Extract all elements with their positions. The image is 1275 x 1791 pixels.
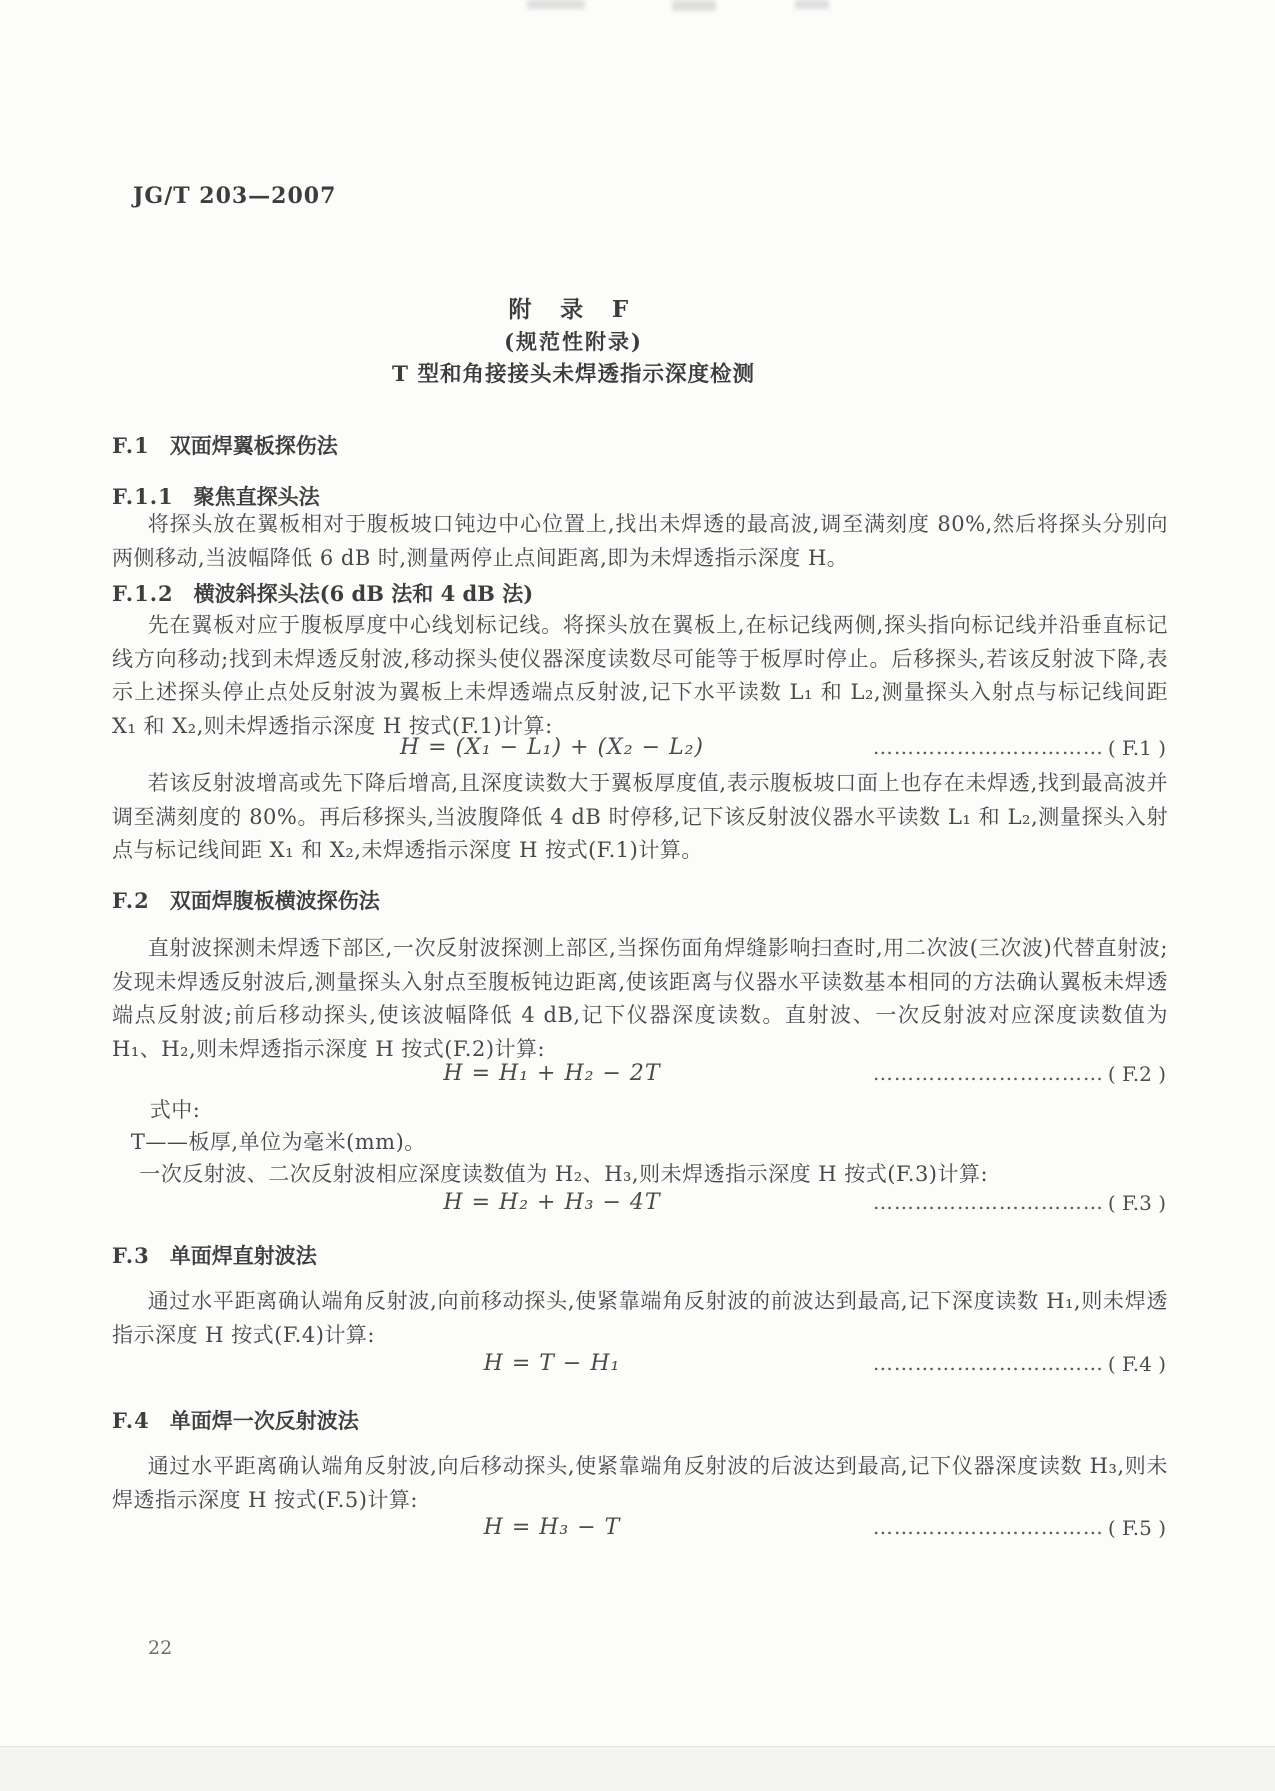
standard-code-header: JG/T 203—2007 bbox=[133, 183, 337, 209]
where-label: 式中: bbox=[149, 1098, 201, 1122]
section-title: 双面焊翼板探伤法 bbox=[169, 433, 338, 458]
dot-leader: …………………………… bbox=[872, 1061, 1104, 1085]
paragraph-f2: 直射波探测未焊透下部区,一次反射波探测上部区,当探伤面角焊缝影响扫查时,用二次波(三次波)代替直射波;发现未焊透反射波后,测量探头入射点至腹板钝边距离,使该距离与仪器水平读数基本相同的方法确认翼板未焊透端点反射波;前后移动探头,使该波幅降低 4 dB,记下仪器深度读数。直射波、一次反射波对应深度读数值为 H₁、H₂,则未焊透指示深度 H 按式(F.2)计算: bbox=[112, 936, 1168, 1061]
paragraph-f2b: 一次反射波、二次反射波相应深度读数值为 H₂、H₃,则未焊透指示深度 H 按式(F.3)计算: bbox=[139, 1162, 989, 1186]
paragraph-f1-2a: 先在翼板对应于腹板厚度中心线划标记线。将探头放在翼板上,在标记线两侧,探头指向标记线并沿垂直标记线方向移动;找到未焊透反射波,移动探头使仪器深度读数尽可能等于板厚时停止。后移探头,若该反射波下降,表示上述探头停止点处反射波为翼板上未焊透端点反射波,记下水平读数 L₁ 和 L₂,测量探头入射点与标记线间距 X₁ 和 X₂,则未焊透指示深度 H 按式(F.1)计算: bbox=[112, 613, 1168, 738]
appendix-title: 附 录 F bbox=[508, 296, 639, 323]
dot-leader: …………………………… bbox=[872, 1190, 1104, 1214]
paragraph-f4: 通过水平距离确认端角反射波,向后移动探头,使紧靠端角反射波的后波达到最高,记下仪器深度读数 H₃,则未焊透指示深度 H 按式(F.5)计算: bbox=[112, 1454, 1168, 1512]
formula-expression: H = (X₁ − L₁) + (X₂ − L₂) bbox=[399, 735, 705, 760]
section-heading-f4 bbox=[112, 1405, 1168, 1435]
formula-reference bbox=[873, 1351, 1166, 1377]
formula-number: ( F.1 ) bbox=[1107, 736, 1166, 760]
formula-expression: H = H₃ − T bbox=[483, 1515, 621, 1540]
formula-expression: H = H₂ + H₃ − 4T bbox=[443, 1190, 661, 1215]
section-number: F.4 bbox=[112, 1408, 150, 1433]
formula-f4 bbox=[112, 1351, 1168, 1385]
section-title: 单面焊一次反射波法 bbox=[169, 1408, 359, 1433]
formula-f2 bbox=[112, 1061, 1168, 1095]
formula-reference bbox=[873, 1515, 1166, 1541]
appendix-subject-title: T 型和角接接头未焊透指示深度检测 bbox=[392, 362, 755, 387]
section-number: F.1.2 bbox=[112, 581, 174, 606]
section-heading-f1-1 bbox=[112, 481, 1168, 511]
section-title: 聚焦直探头法 bbox=[193, 484, 320, 509]
section-number: F.1.1 bbox=[112, 484, 174, 509]
section-title: 双面焊腹板横波探伤法 bbox=[169, 888, 380, 913]
scan-bottom-edge bbox=[0, 1746, 1275, 1791]
paragraph-f1-1: 将探头放在翼板相对于腹板坡口钝边中心位置上,找出未焊透的最高波,调至满刻度 80%,然后将探头分别向两侧移动,当波幅降低 6 dB 时,测量两停止点间距离,即为未焊透指示深度 H。 bbox=[112, 512, 1168, 570]
formula-number: ( F.3 ) bbox=[1107, 1191, 1166, 1215]
formula-reference bbox=[873, 1061, 1166, 1087]
dot-leader: …………………………… bbox=[872, 1515, 1104, 1539]
paragraph-f3: 通过水平距离确认端角反射波,向前移动探头,使紧靠端角反射波的前波达到最高,记下深度读数 H₁,则未焊透指示深度 H 按式(F.4)计算: bbox=[112, 1289, 1168, 1347]
formula-reference bbox=[873, 735, 1166, 761]
section-heading-f3 bbox=[112, 1240, 1168, 1270]
formula-number: ( F.2 ) bbox=[1107, 1062, 1166, 1086]
formula-reference bbox=[873, 1190, 1166, 1216]
formula-number: ( F.4 ) bbox=[1107, 1352, 1166, 1376]
section-title: 单面焊直射波法 bbox=[169, 1243, 317, 1268]
formula-f3 bbox=[112, 1190, 1168, 1224]
where-definition-t: T——板厚,单位为毫米(mm)。 bbox=[130, 1130, 426, 1154]
dot-leader: …………………………… bbox=[872, 735, 1104, 759]
section-heading-f1 bbox=[112, 430, 1168, 460]
formula-f1 bbox=[112, 735, 1168, 769]
scan-artifact bbox=[527, 0, 585, 9]
dot-leader: …………………………… bbox=[872, 1351, 1104, 1375]
formula-expression: H = H₁ + H₂ − 2T bbox=[443, 1061, 661, 1086]
section-heading-f1-2 bbox=[112, 578, 1168, 608]
formula-f5 bbox=[112, 1515, 1168, 1549]
paragraph-f1-2b: 若该反射波增高或先下降后增高,且深度读数大于翼板厚度值,表示腹板坡口面上也存在未焊透,找到最高波并调至满刻度的 80%。再后移探头,当波腹降低 4 dB 时停移,记下该反射波仪器水平读数 L₁ 和 L₂,测量探头入射点与标记线间距 X₁ 和 X₂,未焊透指示深度 H 按式(F.1)计算。 bbox=[112, 771, 1168, 862]
scan-artifact bbox=[795, 0, 829, 9]
section-number: F.2 bbox=[112, 888, 150, 913]
section-number: F.3 bbox=[112, 1243, 150, 1268]
section-number: F.1 bbox=[112, 433, 150, 458]
formula-expression: H = T − H₁ bbox=[483, 1351, 621, 1376]
section-heading-f2 bbox=[112, 885, 1168, 915]
page-number: 22 bbox=[148, 1637, 173, 1659]
appendix-normative-label: (规范性附录) bbox=[504, 329, 643, 354]
section-title: 横波斜探头法(6 dB 法和 4 dB 法) bbox=[193, 581, 534, 606]
formula-number: ( F.5 ) bbox=[1107, 1516, 1166, 1540]
scan-artifact bbox=[672, 0, 716, 11]
